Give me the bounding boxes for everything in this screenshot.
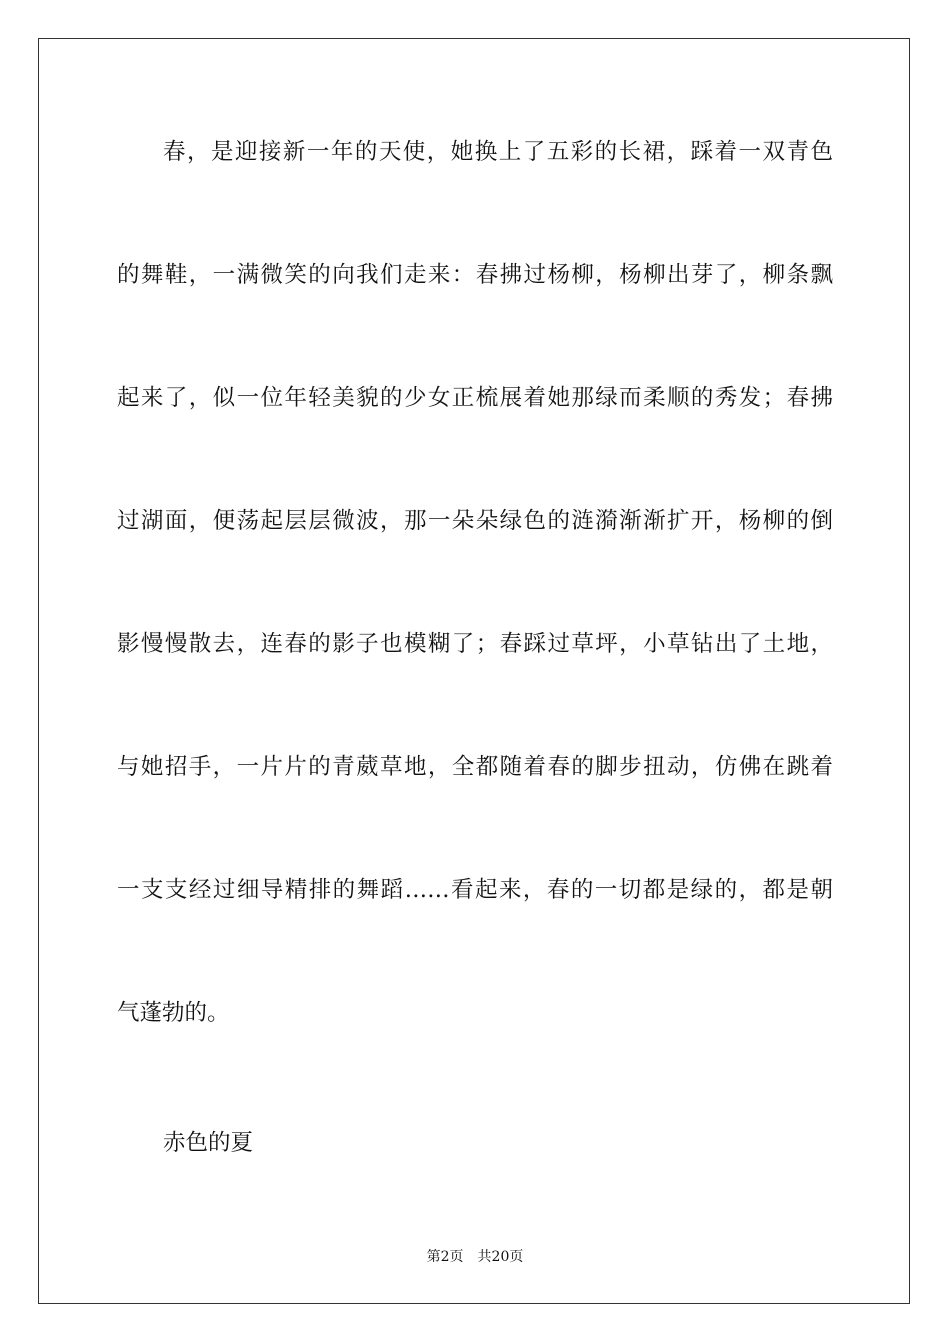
paragraph-line-6: 与她招手，一片片的青葳草地，全都随着春的脚步扭动，仿佛在跳着 [117, 754, 833, 780]
paragraph-line-8: 气蓬勃的。 [117, 1000, 230, 1026]
page-border [38, 38, 910, 1304]
paragraph-line-3: 起来了，似一位年轻美貌的少女正梳展着她那绿而柔顺的秀发；春拂 [117, 385, 833, 411]
paragraph-line-1: 春，是迎接新一年的天使，她换上了五彩的长裙，踩着一双青色 [163, 139, 833, 165]
paragraph-line-4: 过湖面，便荡起层层微波，那一朵朵绿色的涟漪渐渐扩开，杨柳的倒 [117, 508, 833, 534]
total-page-count: 共20页 [477, 1249, 524, 1265]
paragraph-line-2: 的舞鞋，一满微笑的向我们走来：春拂过杨柳，杨柳出芽了，柳条飘 [117, 262, 833, 288]
current-page-number: 第2页 [426, 1249, 464, 1265]
page-footer [0, 1248, 950, 1266]
paragraph-line-5: 影慢慢散去，连春的影子也模糊了；春踩过草坪，小草钻出了土地， [117, 631, 833, 657]
section-heading: 赤色的夏 [163, 1130, 254, 1156]
paragraph-line-7: 一支支经过细导精排的舞蹈……看起来，春的一切都是绿的，都是朝 [117, 877, 833, 903]
